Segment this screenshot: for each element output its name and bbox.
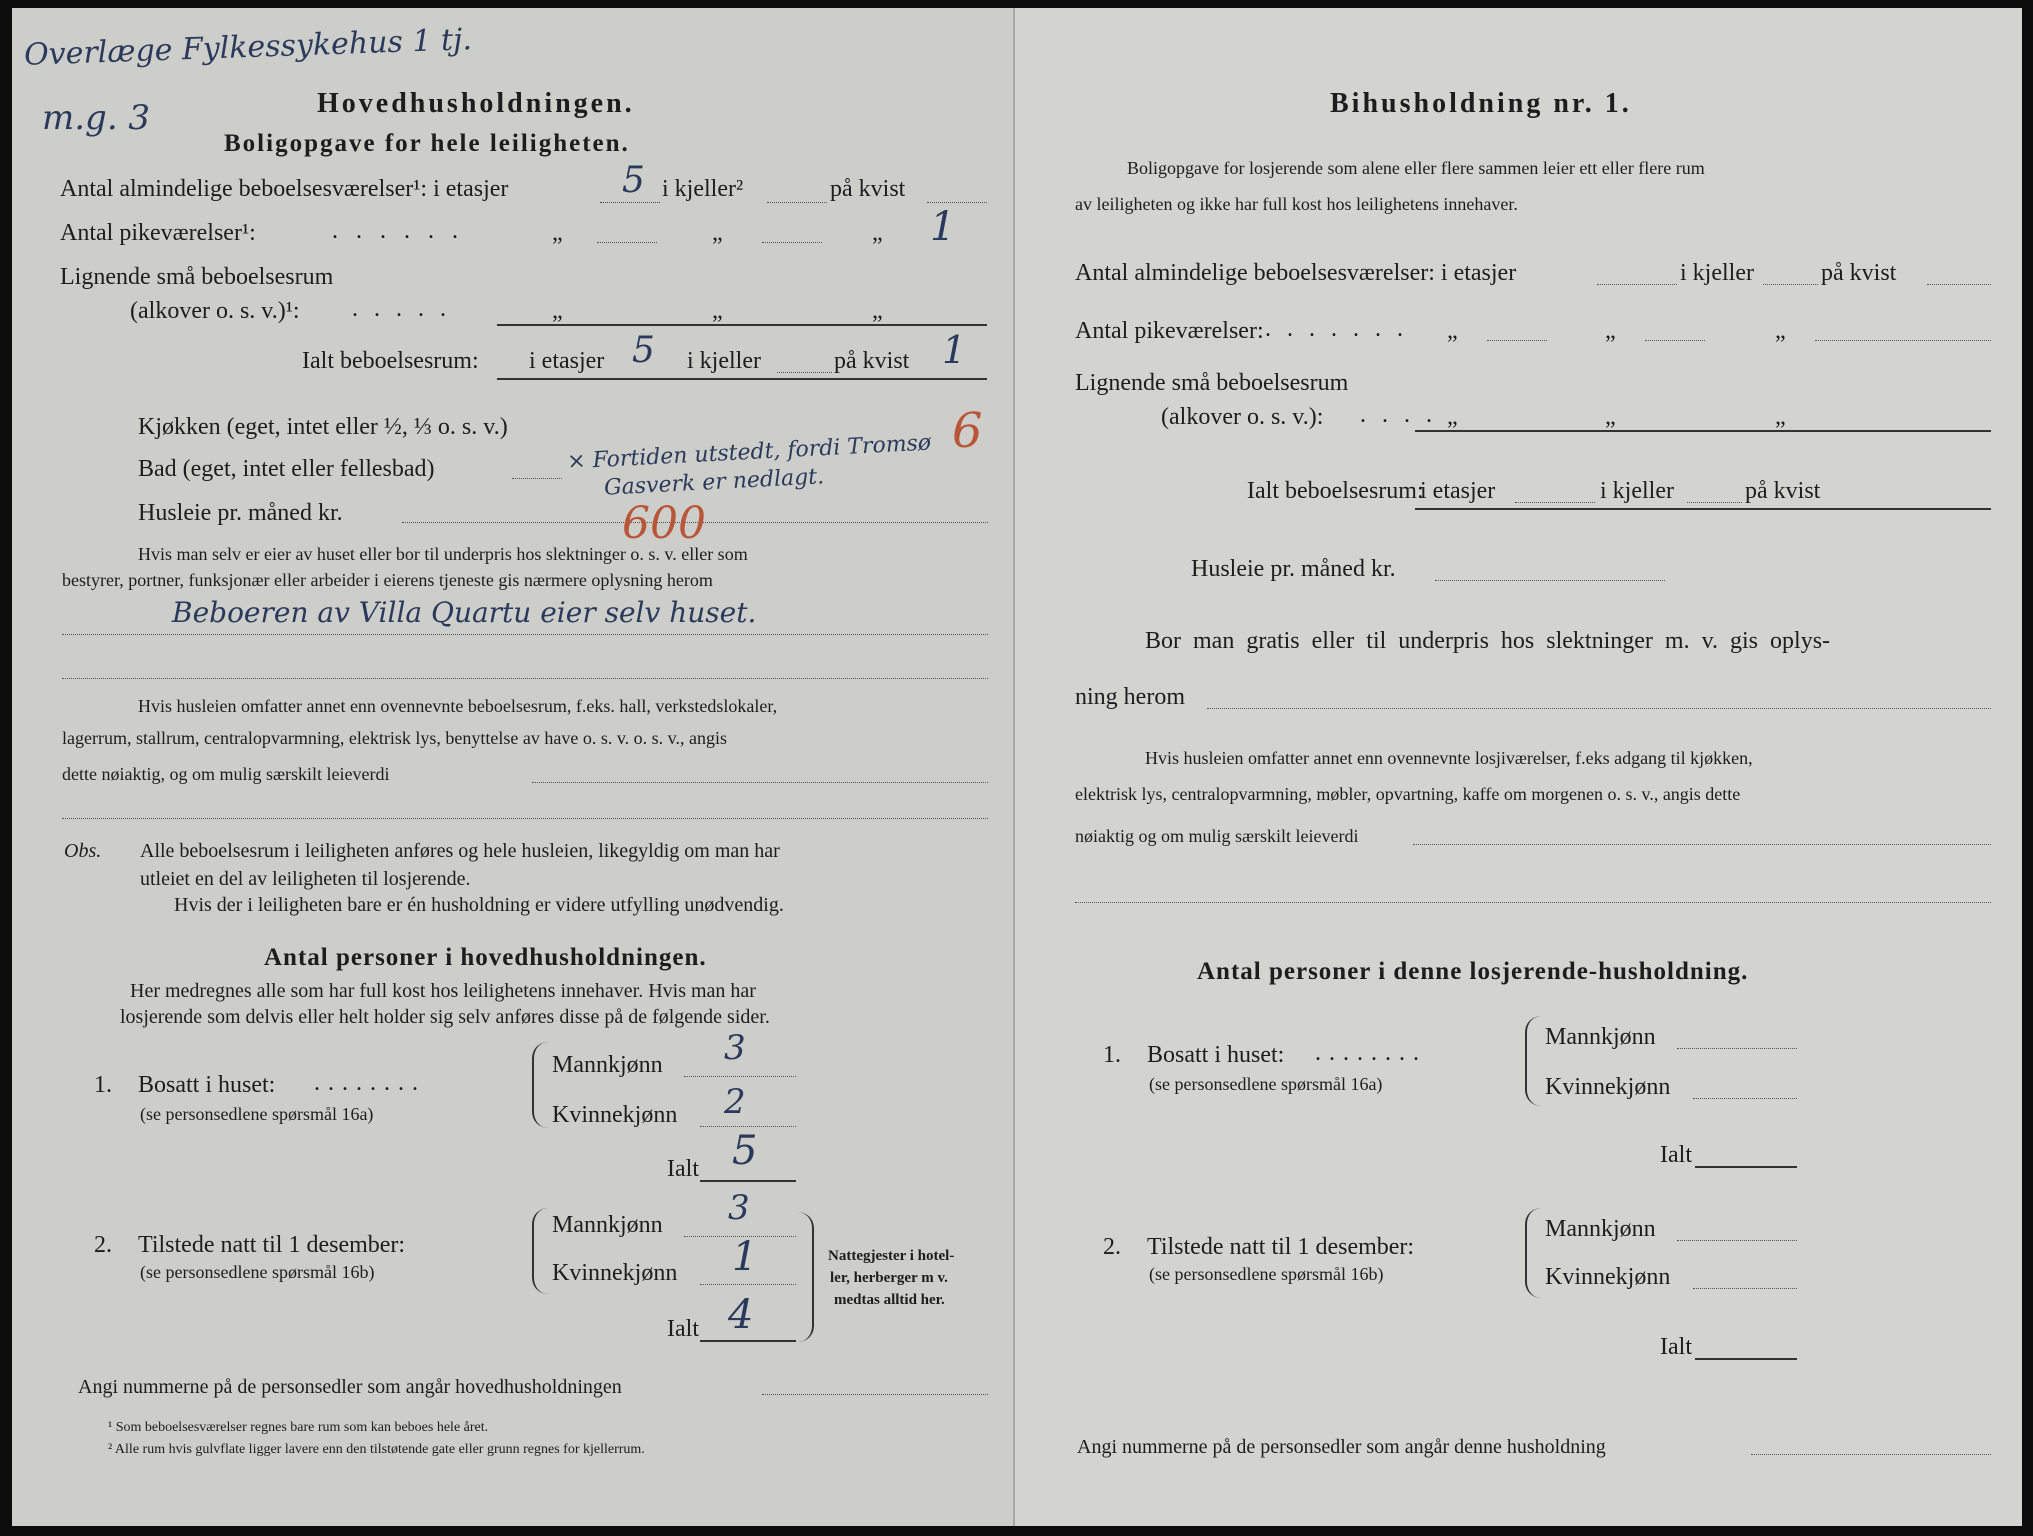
angi-text: Angi nummerne på de personsedler som angår hovedhusholdningen xyxy=(78,1376,622,1398)
rule-ialt xyxy=(497,378,987,380)
r-q2-mann-line xyxy=(1677,1240,1797,1241)
r-q1-sub: (se personsedlene spørsmål 16a) xyxy=(1149,1074,1383,1094)
label-bad: Bad (eget, intet eller fellesbad) xyxy=(138,456,435,482)
line-r-etasjer xyxy=(1597,284,1677,285)
omfatter-text-2: lagerrum, stallrum, centralopvarmning, elektrisk lys, benyttelse av have o. s. v. o. s. v., angis xyxy=(62,728,728,748)
line-antal-etasjer xyxy=(600,202,660,203)
q1-label: Bosatt i huset: xyxy=(138,1072,276,1098)
line-antal-kjeller xyxy=(767,202,827,203)
obs-text-1: Alle beboelsesrum i leiligheten anføres og hele husleien, likegyldig om man har xyxy=(140,840,780,862)
line-eier-1 xyxy=(62,634,988,635)
q2-sub: (se personsedlene spørsmål 16b) xyxy=(140,1262,375,1282)
r-q2-label: Tilstede natt til 1 desember: xyxy=(1147,1234,1415,1260)
q1-kvinne-label: Kvinnekjønn xyxy=(552,1102,678,1128)
r-q2-number: 2. xyxy=(1103,1234,1121,1260)
line-eier-2 xyxy=(62,678,988,679)
q2-kvinne-label: Kvinnekjønn xyxy=(552,1260,678,1286)
q1-mann-label: Mannkjønn xyxy=(552,1052,663,1078)
r-quote-3: „ xyxy=(1775,318,1786,344)
nattegjester-2: ler, herberger m v. xyxy=(830,1270,948,1286)
line-ialt-kjeller xyxy=(777,372,832,373)
q2-mann-label: Mannkjønn xyxy=(552,1212,663,1238)
line-pike-etasjer xyxy=(597,242,657,243)
r-quote-2: „ xyxy=(1605,318,1616,344)
label-r-kjeller: i kjeller xyxy=(1680,260,1754,286)
persons-title: Antal personer i hovedhusholdningen. xyxy=(264,944,707,971)
label-r-ialt-kvist: på kvist xyxy=(1745,478,1821,504)
eier-text-1: Hvis man selv er eier av huset eller bor til underpris hos slektninger o. s. v. eller som xyxy=(138,544,748,564)
q1-kvinne-value: 2 xyxy=(724,1082,746,1122)
alkover-dots: ..... xyxy=(352,296,462,322)
r-q1-label: Bosatt i huset: xyxy=(1147,1042,1285,1068)
value-pike: 1 xyxy=(930,204,956,250)
value-antal-etasjer: 5 xyxy=(622,160,645,201)
r-angi-line xyxy=(1751,1454,1991,1455)
footnote-1: ¹ Som beboelsesværelser regnes bare rum som kan beboes hele året. xyxy=(108,1420,489,1435)
r-q1-ialt-line xyxy=(1695,1166,1797,1168)
line-r-omfatter-2 xyxy=(1075,902,1991,903)
q2-brace xyxy=(532,1208,548,1294)
handwritten-header-1: Overlæge Fylkessykehus 1 tj. xyxy=(23,22,473,73)
angi-line xyxy=(762,1394,988,1395)
label-r-husleie: Husleie pr. måned kr. xyxy=(1191,556,1396,582)
r-quote-5: „ xyxy=(1605,404,1616,430)
sub-household-title: Bihusholdning nr. 1. xyxy=(1330,88,1632,119)
quote-mark-2: „ xyxy=(712,220,723,246)
r-q1-ialt-label: Ialt xyxy=(1660,1142,1692,1168)
pike-dots: ...... xyxy=(332,218,476,244)
obs-text-3: Hvis der i leiligheten bare er én husholdning er videre utfylling unødvendig. xyxy=(174,894,784,916)
r-q2-kvinne-label: Kvinnekjønn xyxy=(1545,1264,1671,1290)
gratis-text-1: Bor man gratis eller til underpris hos slektninger m. v. gis oplys- xyxy=(1145,628,1831,654)
obs-label: Obs. xyxy=(64,840,102,862)
quote-mark-3: „ xyxy=(872,220,883,246)
red-sum: 6 xyxy=(952,403,983,459)
right-page-sub-household xyxy=(1015,8,2022,1526)
line-r-kjeller xyxy=(1763,284,1818,285)
label-pikevaerelser: Antal pikeværelser¹: xyxy=(60,220,256,246)
q1-mann-value: 3 xyxy=(724,1028,746,1068)
line-r-omfatter xyxy=(1413,844,1991,845)
label-r-pike: Antal pikeværelser: xyxy=(1075,318,1264,344)
omfatter-text-3: dette nøiaktig, og om mulig særskilt leieverdi xyxy=(62,764,390,784)
line-omfatter xyxy=(532,782,988,783)
line-r-ialt-etasjer xyxy=(1515,502,1595,503)
q2-ialt-label: Ialt xyxy=(667,1316,699,1342)
line-pike-kjeller xyxy=(762,242,822,243)
q2-kvinne-value: 1 xyxy=(732,1234,758,1280)
label-husleie: Husleie pr. måned kr. xyxy=(138,500,343,526)
handwritten-header-2: m.g. 3 xyxy=(42,98,151,138)
q2-ialt-line xyxy=(700,1340,796,1342)
q1-sub: (se personsedlene spørsmål 16a) xyxy=(140,1104,374,1124)
r-angi-text: Angi nummerne på de personsedler som angår denne husholdning xyxy=(1077,1436,1606,1458)
r-persons-title: Antal personer i denne losjerende-husholdning. xyxy=(1197,958,1749,985)
rule-r-ialt xyxy=(1415,508,1991,510)
label-r-lignende: Lignende små beboelsesrum xyxy=(1075,370,1349,396)
q1-ialt-line xyxy=(700,1180,796,1182)
q1-dots: ........ xyxy=(314,1070,426,1096)
rule-r-alkover xyxy=(1415,430,1991,432)
r-quote-4: „ xyxy=(1447,404,1458,430)
eier-text-2: bestyrer, portner, funksjonær eller arbeider i eierens tjeneste gis nærmere oplysning herom xyxy=(62,570,713,590)
line-r-pike-3 xyxy=(1815,340,1991,341)
main-household-title: Hovedhusholdningen. xyxy=(317,88,635,119)
r-omfatter-1: Hvis husleien omfatter annet enn ovennevnte losjiværelser, f.eks adgang til kjøkken, xyxy=(1145,748,1753,768)
omfatter-text-1: Hvis husleien omfatter annet enn ovennevnte beboelsesrum, f.eks. hall, verkstedslokaler, xyxy=(138,696,778,716)
quote-mark-4: „ xyxy=(552,298,563,324)
line-r-kvist xyxy=(1927,284,1991,285)
label-r-alkover: (alkover o. s. v.): xyxy=(1161,404,1324,430)
q1-kvinne-line xyxy=(700,1126,796,1127)
label-r-kvist: på kvist xyxy=(1821,260,1897,286)
r-q2-ialt-label: Ialt xyxy=(1660,1334,1692,1360)
gratis-text-2: ning herom xyxy=(1075,684,1185,710)
label-ialt-rooms: Ialt beboelsesrum: xyxy=(302,348,479,374)
q1-ialt-label: Ialt xyxy=(667,1156,699,1182)
r-omfatter-2: elektrisk lys, centralopvarmning, møbler, opvartning, kaffe om morgenen o. s. v., angis dette xyxy=(1075,784,1741,804)
intro-text-2: av leiligheten og ikke har full kost hos leilighetens innehaver. xyxy=(1075,194,1518,214)
footnote-2: ² Alle rum hvis gulvflate ligger lavere enn den tilstøtende gate eller grunn regnes for kjellerrum. xyxy=(108,1442,645,1457)
q1-mann-line xyxy=(684,1076,796,1077)
quote-mark-5: „ xyxy=(712,298,723,324)
line-bad xyxy=(512,478,562,479)
quote-mark-1: „ xyxy=(552,220,563,246)
r-alkover-dots: .... xyxy=(1360,402,1448,428)
main-household-subtitle: Boligopgave for hele leiligheten. xyxy=(224,130,630,157)
husleie-value: 600 xyxy=(622,498,706,549)
q2-kvinne-line xyxy=(700,1284,796,1285)
r-q2-kvinne-line xyxy=(1693,1288,1797,1289)
r-q1-brace xyxy=(1525,1016,1541,1106)
rule-alkover xyxy=(497,324,987,326)
label-antal-kvist: på kvist xyxy=(830,176,906,202)
q2-number: 2. xyxy=(94,1232,112,1258)
label-ialt-etasjer: i etasjer xyxy=(529,348,605,374)
label-ialt-kvist: på kvist xyxy=(834,348,910,374)
persons-text-2: losjerende som delvis eller helt holder sig selv anføres disse på de følgende sider. xyxy=(120,1006,770,1028)
label-r-ialt: Ialt beboelsesrum: xyxy=(1247,478,1424,504)
left-page-main-household xyxy=(12,8,1015,1526)
q2-right-brace xyxy=(798,1212,814,1342)
label-lignende: Lignende små beboelsesrum xyxy=(60,264,334,290)
obs-text-2: utleiet en del av leiligheten til losjerende. xyxy=(140,868,471,890)
r-q1-mann-label: Mannkjønn xyxy=(1545,1024,1656,1050)
value-ialt-kvist: 1 xyxy=(942,328,967,372)
r-q1-kvinne-label: Kvinnekjønn xyxy=(1545,1074,1671,1100)
q1-ialt-value: 5 xyxy=(732,1128,758,1174)
bad-note-2: Gasverk er nedlagt. xyxy=(603,464,825,501)
eier-answer: Beboeren av Villa Quartu eier selv huset. xyxy=(172,596,757,629)
line-r-pike-1 xyxy=(1487,340,1547,341)
r-quote-1: „ xyxy=(1447,318,1458,344)
value-ialt-etasjer: 5 xyxy=(632,330,655,371)
r-q2-sub: (se personsedlene spørsmål 16b) xyxy=(1149,1264,1384,1284)
label-antal-kjeller: i kjeller² xyxy=(662,176,744,202)
label-ialt-kjeller: i kjeller xyxy=(687,348,761,374)
label-kjokken: Kjøkken (eget, intet eller ½, ⅓ o. s. v.) xyxy=(138,414,508,440)
nattegjester-3: medtas alltid her. xyxy=(834,1292,945,1308)
line-r-gratis xyxy=(1207,708,1991,709)
r-omfatter-3: nøiaktig og om mulig særskilt leieverdi xyxy=(1075,826,1359,846)
label-r-ialt-kjeller: i kjeller xyxy=(1600,478,1674,504)
quote-mark-6: „ xyxy=(872,298,883,324)
label-antal-rooms-r: Antal almindelige beboelsesværelser: i etasjer xyxy=(1075,260,1517,286)
label-alkover: (alkover o. s. v.)¹: xyxy=(130,298,300,324)
line-r-pike-2 xyxy=(1645,340,1705,341)
r-q1-kvinne-line xyxy=(1693,1098,1797,1099)
r-q1-mann-line xyxy=(1677,1048,1797,1049)
q1-number: 1. xyxy=(94,1072,112,1098)
line-antal-kvist xyxy=(927,202,987,203)
r-pike-dots: ....... xyxy=(1265,316,1419,342)
r-q2-mann-label: Mannkjønn xyxy=(1545,1216,1656,1242)
nattegjester-1: Nattegjester i hotel- xyxy=(828,1248,955,1264)
intro-text-1: Boligopgave for losjerende som alene eller flere sammen leier ett eller flere rum xyxy=(1127,158,1705,178)
label-antal-rooms: Antal almindelige beboelsesværelser¹: i etasjer xyxy=(60,176,509,202)
q2-mann-value: 3 xyxy=(728,1188,750,1228)
census-form-sheet xyxy=(12,8,2022,1526)
persons-text-1: Her medregnes alle som har full kost hos leilighetens innehaver. Hvis man har xyxy=(130,980,756,1002)
q1-brace xyxy=(532,1042,548,1128)
r-q1-number: 1. xyxy=(1103,1042,1121,1068)
r-quote-6: „ xyxy=(1775,404,1786,430)
r-q2-brace xyxy=(1525,1208,1541,1298)
line-omfatter-2 xyxy=(62,818,988,819)
line-r-husleie xyxy=(1435,580,1665,581)
r-q1-dots: ........ xyxy=(1315,1040,1427,1066)
q2-ialt-value: 4 xyxy=(728,1292,754,1338)
bad-note-1: × Fortiden utstedt, fordi Tromsø xyxy=(566,430,932,475)
label-r-ialt-etasjer: i etasjer xyxy=(1420,478,1496,504)
line-r-ialt-kjeller xyxy=(1687,502,1742,503)
r-q2-ialt-line xyxy=(1695,1358,1797,1360)
q2-label: Tilstede natt til 1 desember: xyxy=(138,1232,406,1258)
